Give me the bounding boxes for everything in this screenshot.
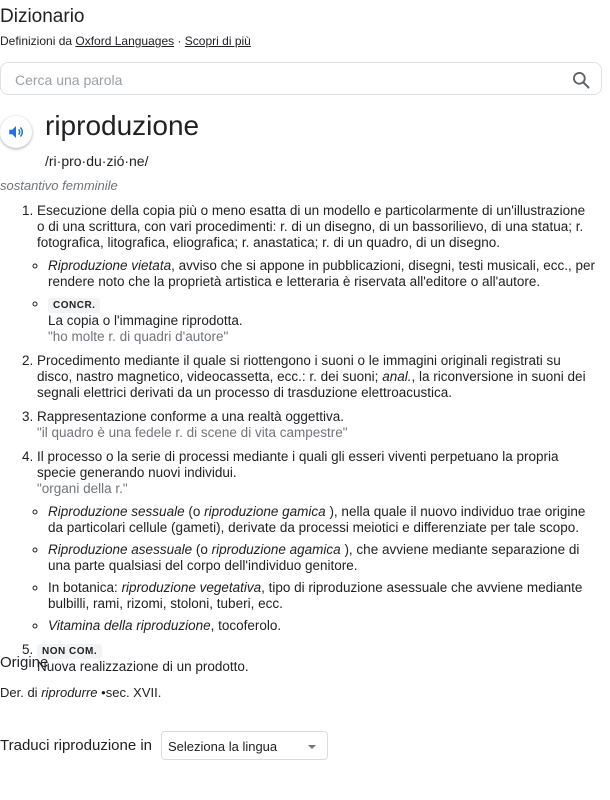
sub-sense-term: Riproduzione vietata	[48, 258, 172, 273]
sub-sense-text: , tipo di riproduzione asessuale che avviene mediante bulbilli, rami, rizomi, stoloni, tuberi, ecc.	[48, 580, 583, 611]
sub-sense-term: riproduzione gamica	[204, 504, 326, 519]
sub-sense-text: , tocoferolo.	[210, 618, 282, 633]
sub-sense-term: riproduzione agamica	[211, 542, 341, 557]
register-tag: NON COM.	[37, 644, 102, 659]
definition-list	[0, 203, 596, 683]
sub-sense-list	[37, 504, 596, 634]
sub-sense-term: Vitamina della riproduzione	[48, 618, 211, 633]
oxford-languages-link[interactable]: Oxford Languages	[75, 34, 175, 48]
language-select[interactable]	[161, 731, 328, 760]
sub-sense	[48, 542, 596, 574]
sense-4	[37, 449, 596, 634]
source-line	[0, 34, 251, 48]
sub-sense-text: La copia o l'immagine riprodotta.	[48, 313, 243, 328]
dictionary-title: Dizionario	[0, 6, 85, 27]
speaker-icon	[7, 123, 25, 141]
sense-5	[37, 642, 596, 675]
sub-sense-term: Riproduzione asessuale	[48, 542, 193, 557]
origin-text	[0, 685, 161, 700]
search-input[interactable]	[13, 69, 557, 91]
sense-text: 3. Rappresentazione conforme a una realtà oggettiva.	[37, 409, 344, 424]
sub-sense	[48, 580, 596, 612]
sub-sense-term: Riproduzione sessuale	[48, 504, 185, 519]
sub-sense-text: ), nella quale il nuovo individuo trae origine da particolari cellule (gameti), derivate da processi meiotici e differenziate per tale scopo.	[48, 504, 586, 535]
sub-sense-text: (o	[184, 504, 205, 519]
sense-text: Nuova realizzazione di un prodotto.	[37, 659, 249, 674]
part-of-speech: sostantivo femminile	[0, 178, 118, 193]
sense-text: 1. Esecuzione della copia più o meno esatta di un modello e particolarmente di un'illustrazione o di una scrittura, con vari procedimenti: r. di un disegno, di un bassorilievo, di una statua; r. fotografica, litografica, eliografica; r. anastatica; r. di un quadro, di un disegno.	[37, 203, 586, 250]
origin-suffix: •sec. XVII.	[97, 685, 162, 700]
sense-text: Procedimento mediante il quale si riottengono i suoni o le immagini originali registrati su disco, nastro magnetico, videocassetta, ecc.: r. dei suoni;	[37, 353, 561, 384]
source-prefix: Definizioni da	[0, 34, 76, 48]
language-select-value: Seleziona la lingua	[168, 739, 278, 754]
origin-heading: Origine	[0, 654, 49, 671]
register-tag: CONCR.	[48, 298, 100, 313]
sense-3	[37, 409, 596, 441]
headword: riproduzione	[45, 110, 200, 141]
sub-sense	[48, 618, 596, 634]
sense-1	[37, 203, 596, 345]
sub-sense	[48, 296, 596, 345]
example-sentence: "il quadro è una fedele r. di scene di vita campestre"	[37, 425, 348, 440]
sub-sense	[48, 504, 596, 536]
pronunciation-button[interactable]	[0, 116, 32, 148]
separator: ·	[174, 34, 185, 48]
search-box[interactable]	[0, 62, 602, 95]
origin-term: riprodurre	[41, 685, 98, 700]
sub-sense-text: , avviso che si appone in pubblicazioni, disegni, testi musicali, ecc., per rendere noto che la proprietà artistica e letteraria è riservata all'editore o all'autore.	[48, 258, 596, 289]
sub-sense-list	[37, 258, 596, 345]
sub-sense-text: ), che avviene mediante separazione di una parte qualsiasi del corpo dell'individuo genitore.	[48, 542, 580, 573]
sense-text: , la riconversione in suoni dei segnali elettrici derivati da un processo di trasduzione elettroacustica.	[37, 369, 586, 400]
sense-2	[37, 353, 596, 401]
origin-prefix: Der. di	[0, 685, 42, 700]
example-sentence: "organi della r."	[37, 481, 128, 496]
sub-sense-text: (o	[192, 542, 212, 557]
sub-sense-text: In botanica:	[48, 580, 122, 595]
sub-sense	[48, 258, 596, 290]
sense-text: 4. Il processo o la serie di processi mediante i quali gli esseri viventi perpetuano la propria specie generando nuovi individui.	[37, 449, 559, 480]
sense-term: anal.	[382, 369, 412, 384]
chevron-down-icon	[308, 745, 316, 749]
search-icon[interactable]	[571, 70, 591, 90]
translate-label: Traduci riproduzione in	[0, 737, 153, 754]
learn-more-link[interactable]: Scopri di più	[184, 34, 251, 48]
example-sentence: "ho molte r. di quadri d'autore"	[48, 329, 229, 344]
phonetic: /ri·pro·du·zió·ne/	[45, 153, 149, 169]
sub-sense-term: riproduzione vegetativa	[121, 580, 262, 595]
